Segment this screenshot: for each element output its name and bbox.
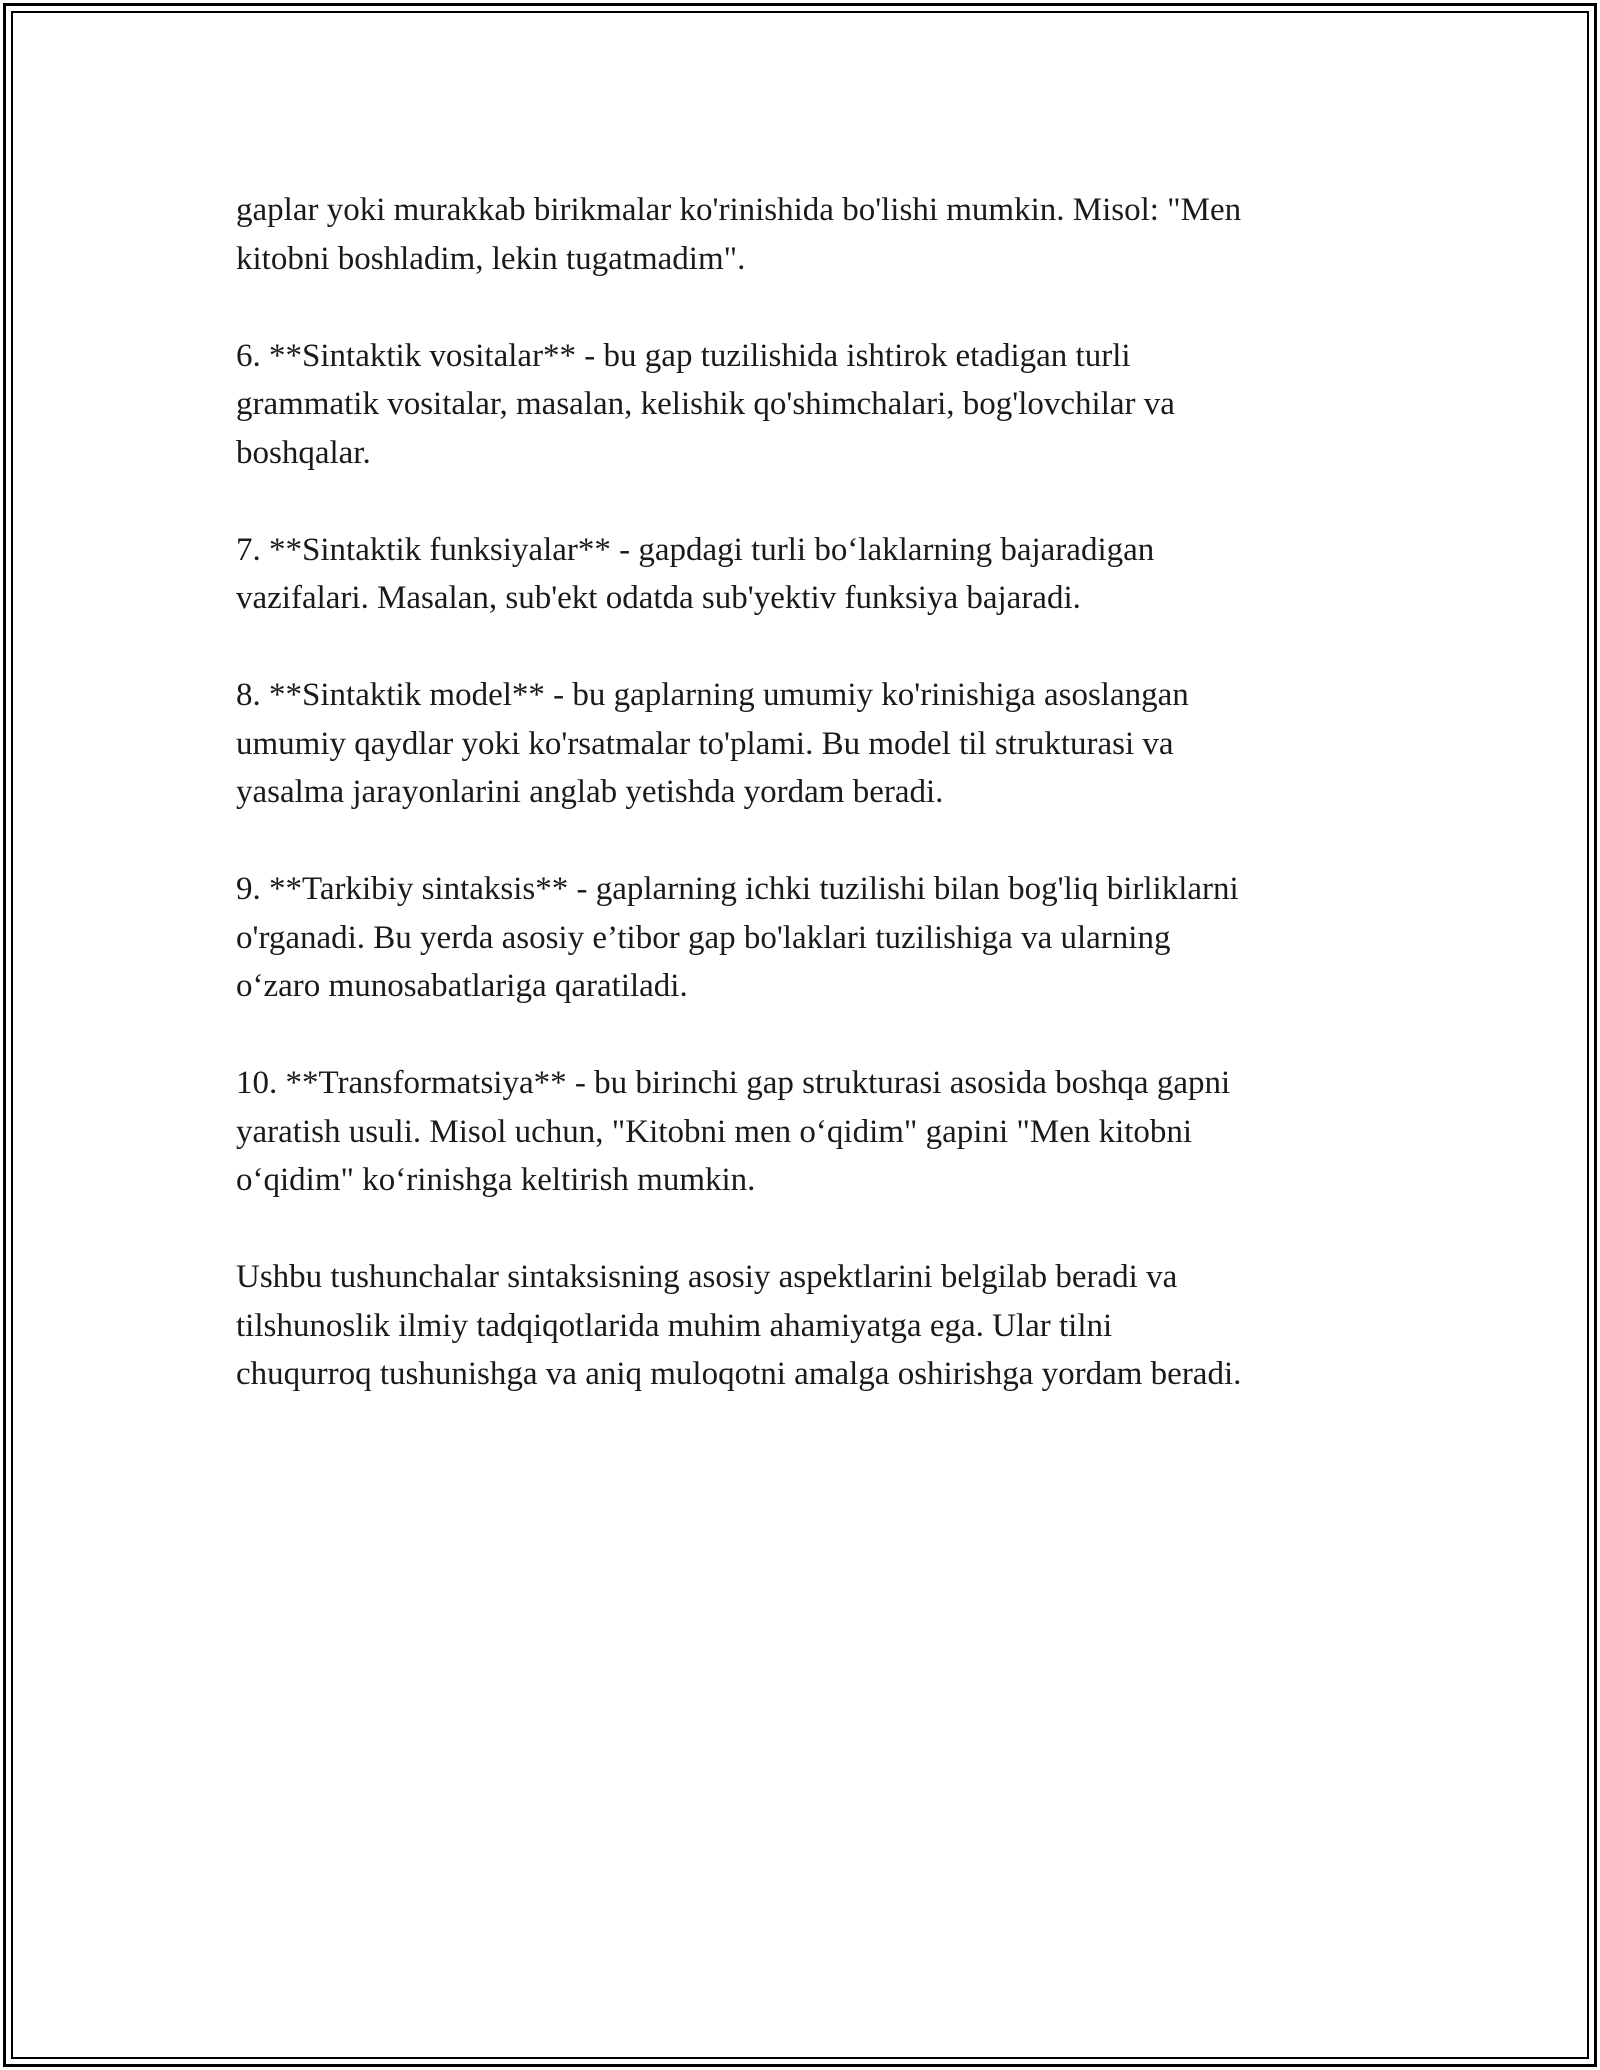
text-line: vazifalari. Masalan, sub'ekt odatda sub'yektiv funksiya bajaradi. bbox=[236, 580, 1081, 616]
text-line: 8. **Sintaktik model** - bu gaplarning umumiy ko'rinishiga asoslangan bbox=[236, 677, 1189, 713]
text-line: 10. **Transformatsiya** - bu birinchi gap strukturasi asosida boshqa gapni bbox=[236, 1065, 1231, 1101]
text-line: kitobni boshladim, lekin tugatmadim". bbox=[236, 240, 746, 277]
text-line: o‘qidim" ko‘rinishga keltirish mumkin. bbox=[236, 1162, 756, 1198]
text-line: gaplar yoki murakkab birikmalar ko'rinishida bo'lishi mumkin. Misol: "Men bbox=[236, 192, 1242, 228]
text-line: o'rganadi. Bu yerda asosiy e’tibor gap bo'laklari tuzilishiga va ularning bbox=[236, 919, 1171, 956]
text-line: grammatik vositalar, masalan, kelishik qo'shimchalari, bog'lovchilar va bbox=[236, 386, 1175, 422]
text-line: umumiy qaydlar yoki ko'rsatmalar to'plami. Bu model til strukturasi va bbox=[236, 725, 1174, 762]
text-line: tilshunoslik ilmiy tadqiqotlarida muhim ahamiyatga ega. Ular tilni bbox=[236, 1307, 1113, 1344]
text-line: 7. **Sintaktik funksiyalar** - gapdagi turli bo‘laklarning bajaradigan bbox=[236, 531, 1155, 568]
text-line: yasalma jarayonlarini anglab yetishda yordam beradi. bbox=[236, 774, 944, 810]
paragraph-item-8 bbox=[236, 671, 1406, 817]
text-line: yaratish usuli. Misol uchun, "Kitobni men o‘qidim" gapini "Men kitobni bbox=[236, 1113, 1193, 1150]
document-body bbox=[236, 186, 1406, 1447]
paragraph-conclusion bbox=[236, 1253, 1406, 1399]
paragraph-item-7 bbox=[236, 526, 1406, 623]
text-line: Ushbu tushunchalar sintaksisning asosiy aspektlarini belgilab beradi va bbox=[236, 1259, 1178, 1295]
text-line: 6. **Sintaktik vositalar** - bu gap tuzilishida ishtirok etadigan turli bbox=[236, 337, 1131, 374]
text-line: boshqalar. bbox=[236, 434, 371, 471]
text-line: chuqurroq tushunishga va aniq muloqotni amalga oshirishga yordam beradi. bbox=[236, 1356, 1242, 1392]
paragraph-item-10 bbox=[236, 1059, 1406, 1205]
paragraph-continuation bbox=[236, 186, 1406, 283]
paragraph-item-6 bbox=[236, 332, 1406, 478]
text-line: o‘zaro munosabatlariga qaratiladi. bbox=[236, 968, 688, 1004]
paragraph-item-9 bbox=[236, 865, 1406, 1011]
text-line: 9. **Tarkibiy sintaksis** - gaplarning ichki tuzilishi bilan bog'liq birliklarni bbox=[236, 871, 1239, 907]
